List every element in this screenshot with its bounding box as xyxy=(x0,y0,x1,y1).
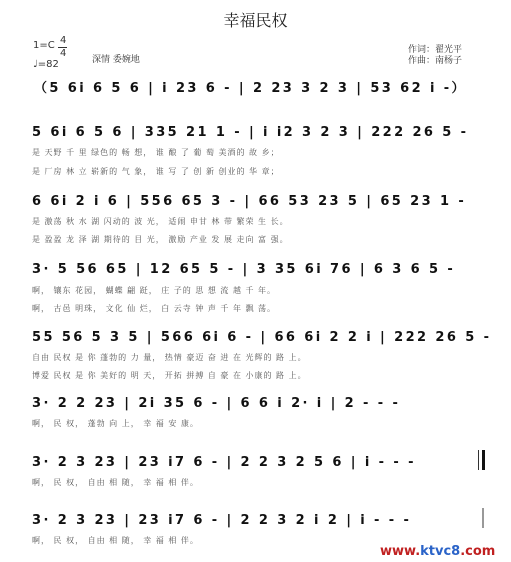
lyric-line-3a: 啊， 镶东 花园， 蝴蝶 翩 跹， 庄 子的 思 想 流 越 千 年。 xyxy=(32,286,277,295)
notation-line-5: 3· 2 2 23 | 2i 35 6 - | 6 6 i 2· i | 2 - - - xyxy=(32,396,401,411)
notation-line-3: 3· 5 56 65 | 12 65 5 - | 3 35 6i 76 | 6 3 6 5 - xyxy=(32,262,456,277)
repeat-bar-thick xyxy=(482,450,485,470)
notation-line-6: 3· 2 3 23 | 23 i7 6 - | 2 2 3 2 5 6 | i - - - xyxy=(32,455,416,470)
watermark-domain: ktvc8 xyxy=(420,544,461,559)
lyric-line-1a: 是 天野 千 里 绿色的 畅 想， 谁 酿 了 葡 萄 美酒的 故 乡； xyxy=(32,148,280,157)
composer-credit: 作曲：南杨子 xyxy=(408,56,463,66)
lyric-line-6: 啊， 民 权， 自由 相 随， 幸 福 相 伴。 xyxy=(32,478,199,487)
lyric-line-4b: 博爱 民权 是 你 美好的 明 天， 开拓 拼搏 自 豪 在 小康的 路 上。 xyxy=(32,371,307,380)
site-watermark xyxy=(380,544,495,559)
time-signature-top: 4 xyxy=(60,35,67,46)
watermark-suffix: .com xyxy=(460,544,496,559)
final-bar xyxy=(482,508,484,528)
repeat-bar-thin xyxy=(478,450,479,470)
notation-line-2: 6 6i 2 i 6 | 556 65 3 - | 66 53 23 5 | 65 23 1 - xyxy=(32,194,467,209)
notation-line-1: 5 6i 6 5 6 | 335 21 1 - | i i2 3 2 3 | 222 26 5 - xyxy=(32,125,469,140)
lyric-line-2a: 是 激荡 秋 水 湖 闪动的 波 光， 适闹 申甘 林 带 繁荣 生 长。 xyxy=(32,217,289,226)
lyric-line-1b: 是 厂房 林 立 崭新的 气 象， 谁 写 了 创 新 创业的 华 章； xyxy=(32,167,280,176)
lyricist-credit: 作词：翟光平 xyxy=(408,45,463,55)
intro-notation: （5 6i 6 5 6 | i 23 6 - | 2 23 3 2 3 | 53 62 i -） xyxy=(34,81,467,96)
lyric-line-7: 啊， 民 权， 自由 相 随， 幸 福 相 伴。 xyxy=(32,536,199,545)
tempo-marking: ♩=82 xyxy=(33,59,59,70)
key-signature: 1=C xyxy=(33,40,55,51)
notation-line-4: 55 56 5 3 5 | 566 6i 6 - | 66 6i 2 2 i | 222 26 5 - xyxy=(32,330,492,345)
lyric-line-3b: 啊， 古邑 明珠， 文化 仙 烂， 白 云寺 钟 声 千 年 飘 荡。 xyxy=(32,304,277,313)
expression-marking: 深情 委婉地 xyxy=(92,55,140,65)
watermark-prefix: www. xyxy=(380,544,421,559)
lyric-line-5: 啊， 民 权， 蓬勃 向 上， 幸 福 安 康。 xyxy=(32,419,199,428)
lyric-line-2b: 是 盈盈 龙 泽 湖 期待的 目 光， 激励 产业 发 展 走向 富 强。 xyxy=(32,235,289,244)
lyric-line-4a: 自由 民权 是 你 蓬勃的 力 量， 热情 豪迈 奋 进 在 光辉的 路 上。 xyxy=(32,353,307,362)
notation-line-7: 3· 2 3 23 | 23 i7 6 - | 2 2 3 2 i 2 | i - - - xyxy=(32,513,412,528)
time-signature-bottom: 4 xyxy=(60,48,67,59)
song-title: 幸福民权 xyxy=(223,11,288,30)
